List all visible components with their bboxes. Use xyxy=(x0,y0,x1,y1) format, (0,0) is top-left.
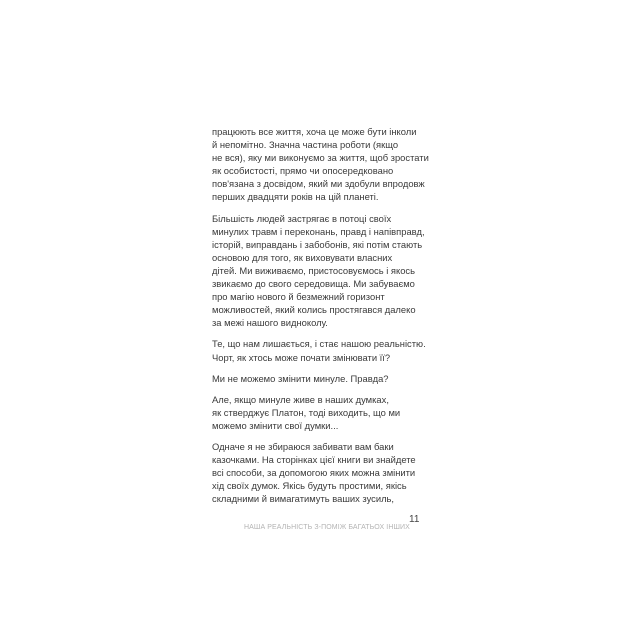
text-line: Одначе я не збираюся забивати вам баки xyxy=(212,440,394,452)
text-line: як стверджує Платон, тоді виходить, що ми xyxy=(212,406,401,418)
text-line: за межі нашого видноколу. xyxy=(212,317,328,329)
text-line: можемо змінити свої думки... xyxy=(212,419,339,431)
paragraph xyxy=(212,372,452,385)
text-line: працюють все життя, хоча це може бути інколи xyxy=(212,126,417,137)
text-line: казочками. На сторінках цієї книги ви знайдете xyxy=(212,454,416,466)
text-line: перших двадцяти років на цій планеті. xyxy=(212,191,379,203)
page-number: 11 xyxy=(409,514,420,525)
paragraph xyxy=(212,212,452,330)
text-line: Але, якщо минуле живе в наших думках, xyxy=(212,393,389,405)
running-title: НАША РЕАЛЬНІСТЬ З-ПОМІЖ БАГАТЬОХ ІНШИХ xyxy=(244,524,410,531)
text-line: звикаємо до свого середовища. Ми забуваємо xyxy=(212,278,415,290)
text-line: Ми не можемо змінити минуле. Правда? xyxy=(212,372,389,384)
text-line: основою для того, як виховувати власних xyxy=(212,251,393,263)
body-text xyxy=(212,125,452,513)
text-line: Те, що нам лишається, і стає нашою реальністю. xyxy=(212,338,426,350)
text-line: про магію нового й безмежний горизонт xyxy=(212,291,385,303)
text-line: Більшість людей застрягає в потоці своїх xyxy=(212,212,392,224)
paragraph xyxy=(212,440,452,505)
text-line: можливостей, який колись простягався далеко xyxy=(212,304,416,316)
text-line: пов'язана з досвідом, який ми здобули впродовж xyxy=(212,178,425,190)
text-line: Чорт, як хтось може почати змінювати її? xyxy=(212,351,391,363)
text-line: як особистості, прямо чи опосередковано xyxy=(212,165,394,177)
paragraph xyxy=(212,337,452,363)
text-line: складними й вимагатимуть ваших зусиль, xyxy=(212,493,395,505)
text-line: минулих травм і переконань, правд і напівправд, xyxy=(212,225,425,237)
text-line: дітей. Ми виживаємо, пристосовуємось і якось xyxy=(212,264,415,276)
paragraph xyxy=(212,393,452,432)
text-line: й непомітно. Значна частина роботи (якщо xyxy=(212,139,399,151)
page-footer xyxy=(244,516,420,534)
text-line: історій, виправдань і забобонів, які потім стають xyxy=(212,238,423,250)
text-line: не вся), яку ми виконуємо за життя, щоб зростати xyxy=(212,152,429,164)
paragraph xyxy=(212,125,452,204)
text-line: хід своїх думок. Якісь будуть простими, якісь xyxy=(212,480,407,492)
text-line: всі способи, за допомогою яких можна змінити xyxy=(212,467,416,479)
